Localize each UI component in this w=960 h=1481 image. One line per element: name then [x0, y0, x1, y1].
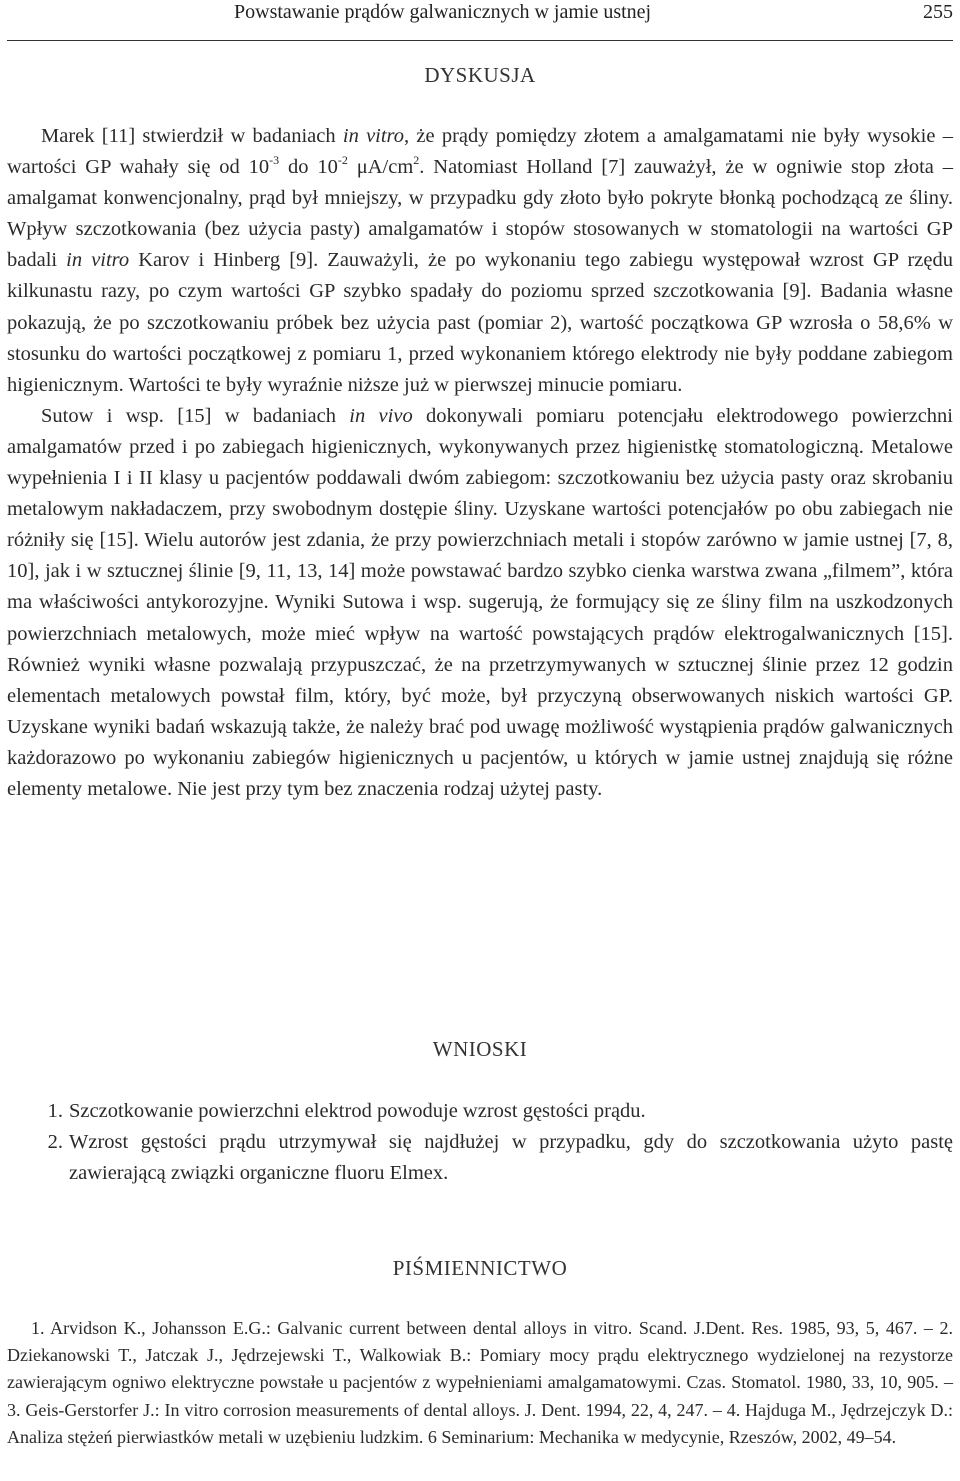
- conclusion-text: Wzrost gęstości prądu utrzymywał się najdłużej w przypadku, gdy do szczotkowania użyto pastę zawierającą związki organiczne fluoru Elmex.: [69, 1131, 953, 1184]
- conclusion-item: [7, 1096, 953, 1127]
- running-header: [7, 0, 953, 41]
- discussion-body: [7, 121, 953, 805]
- references-text: 1. Arvidson K., Johansson E.G.: Galvanic current between dental alloys in vitro. Scand. J.Dent. Res. 1985, 93, 5, 467. – 2. Dziekanowski T., Jatczak J., Jędrzejewski T., Walkowiak B.: Pomiary mocy prądu elektrycznego wydzielonej na rezystorze zawierającym ogniwo elektryczne powstałe u pacjentów z wypełnieniami amalgamatowymi. Czas. Stomatol. 1980, 33, 10, 905. – 3. Geis-Gerstorfer J.: In vitro corrosion measurements of dental alloys. J. Dent. 1994, 22, 4, 247. – 4. Hajduga M., Jędrzejczyk D.: Analiza stężeń pierwiastków metali w uzębieniu ludzkim. 6 Seminarium: Mechanika w medycynie, Rzeszów, 2002, 49–54.: [7, 1318, 953, 1447]
- running-title: Powstawanie prądów galwanicznych w jamie ustnej: [234, 1, 652, 23]
- conclusions-list: [7, 1096, 953, 1189]
- conclusions-heading: WNIOSKI: [432, 1037, 528, 1061]
- conclusion-item: [7, 1127, 953, 1189]
- discussion-paragraph-2: Sutow i wsp. [15] w badaniach in vivo dokonywali pomiaru potencjału elektrodowego powierzchni amalgamatów przed i po zabiegach higienicznych, wykonywanych przez higienistkę stomatologiczną. Metalowe wypełnienia I i II klasy u pacjentów poddawali dwóm zabiegom: szczotkowaniu bez użycia pasty oraz skrobaniu metalowym nakładaczem, przy swobodnym dostępie śliny. Uzyskane wartości potencjałów po obu zabiegach nie różniły się [15]. Wielu autorów jest zdania, że przy powierzchniach metali i stopów zarówno w jamie ustnej [7, 8, 10], jak i w sztucznej ślinie [9, 11, 13, 14] może powstawać bardzo szybko cienka warstwa zwana „filmem”, która ma właściwości antykorozyjne. Wyniki Sutowa i wsp. sugerują, że formujący się ze śliny film na uszkodzonych powierzchniach metalowych, może mieć wpływ na wartość powstających prądów elektrogalwanicznych [15]. Również wyniki własne pozwalają przypuszczać, że na przetrzymywanych w sztucznej ślinie przez 12 godzin elementach metalowych powstał film, który, być może, był przyczyną obserwowanych niskich wartości GP. Uzyskane wyniki badań wskazują także, że należy brać pod uwagę możliwość wystąpienia prądów galwanicznych każdorazowo po wykonaniu zabiegów higienicznych u pacjentów, u których w jamie ustnej znajdują się różne elementy metalowe. Nie jest przy tym bez znaczenia rodzaj użytej pasty.: [7, 404, 953, 800]
- conclusion-text: Szczotkowanie powierzchni elektrod powoduje wzrost gęstości prądu.: [69, 1100, 646, 1122]
- references-list: [7, 1315, 953, 1451]
- discussion-heading: DYSKUSJA: [424, 63, 536, 87]
- conclusion-number: 2.: [47, 1131, 63, 1153]
- references-heading: PIŚMIENNICTWO: [392, 1256, 568, 1280]
- page-number: 255: [923, 1, 953, 23]
- conclusion-number: 1.: [47, 1100, 63, 1122]
- discussion-paragraph-1: Marek [11] stwierdził w badaniach in vitro, że prądy pomiędzy złotem a amalgamatami nie były wysokie – wartości GP wahały się od $10^{-3}$ do $10^{-2}$ $\mu A/cm^2$. Natomiast Holland [7] zauważył, że w ogniwie stop złota – amalgamat konwencjonalny, prąd był mniejszy, w przypadku gdy złoto było pokryte błonką pochodzącą ze śliny. Wpływ szczotkowania (bez użycia pasty) amalgamatów i stopów stosowanych w stomatologii na wartości GP badali in vitro Karov i Hinberg [9]. Zauważyli, że po wykonaniu tego zabiegu występował wzrost GP rzędu kilkunastu razy, po czym wartości GP szybko spadały do poziomu sprzed szczotkowania [9]. Badania własne pokazują, że po szczotkowaniu próbek bez użycia past (pomiar 2), wartość początkowa GP wzrosła o 58,6% w stosunku do wartości początkowej z pomiaru 1, przed wykonaniem którego elektrody nie były poddane zabiegom higienicznym. Wartości te były wyraźnie niższe już w pierwszej minucie pomiaru.: [7, 125, 954, 396]
